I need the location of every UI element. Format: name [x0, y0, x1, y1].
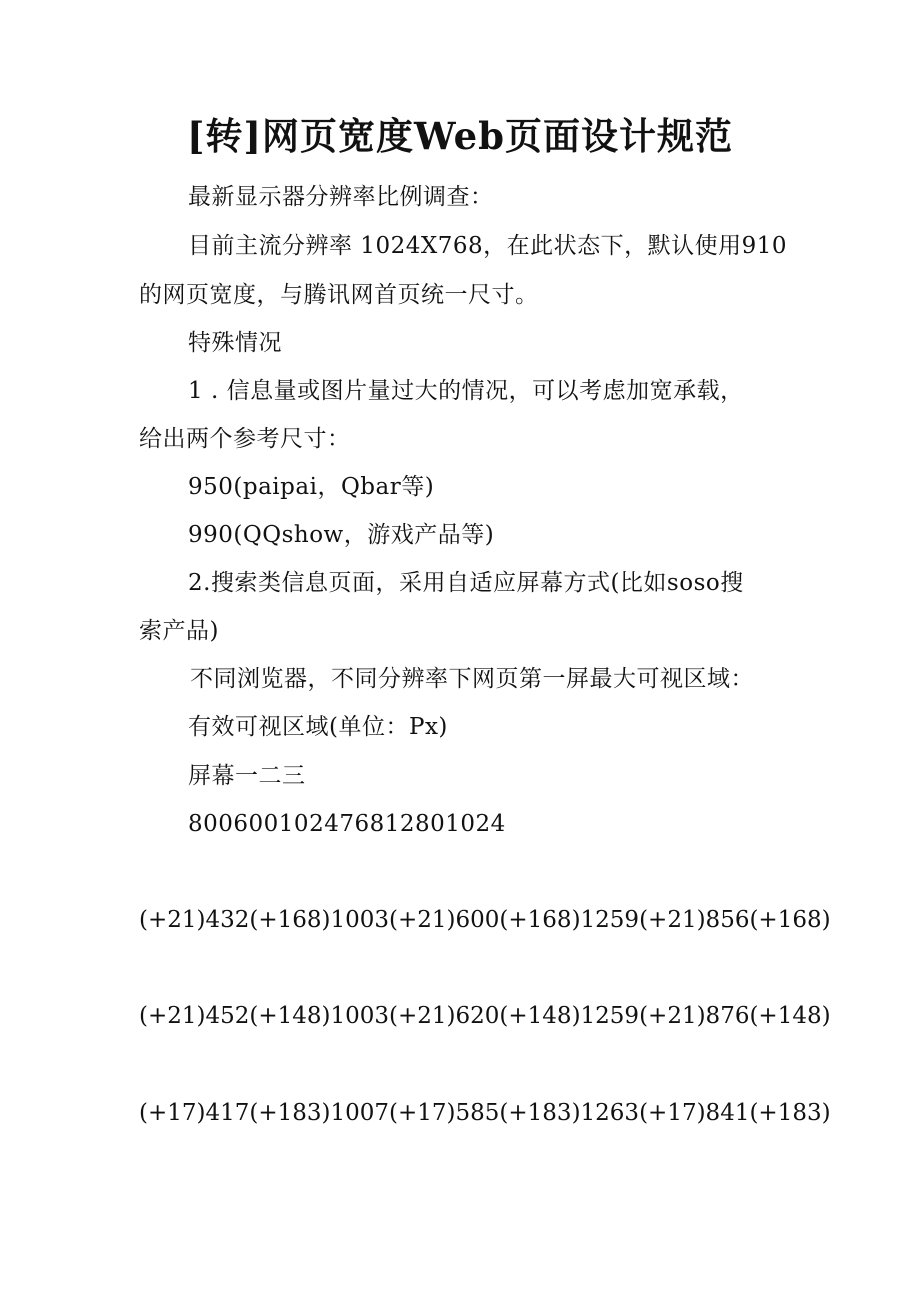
screen-header-row: 屏幕一二三 — [188, 763, 306, 789]
size-option-950: 950(paipai，Qbar等) — [188, 474, 435, 500]
resolution-values-row: 800600102476812801024 — [188, 811, 506, 837]
paragraph-case2-line2: 索产品) — [139, 618, 219, 644]
resolution-survey-heading: 最新显示器分辨率比例调查： — [188, 184, 494, 210]
visible-area-unit: 有效可视区域(单位：Px) — [188, 714, 448, 740]
table-row: (+17)417(+183)1007(+17)585(+183)1263(+17)841(+183) — [139, 1100, 831, 1126]
paragraph-case1-line2: 给出两个参考尺寸： — [139, 426, 351, 452]
visible-area-heading: 不同浏览器，不同分辨率下网页第一屏最大可视区域： — [190, 666, 754, 692]
table-row: (+21)432(+168)1003(+21)600(+168)1259(+21)856(+168) — [139, 907, 831, 933]
paragraph-mainstream-line2: 的网页宽度，与腾讯网首页统一尺寸。 — [139, 282, 539, 308]
paragraph-case2-line1: 2.搜索类信息页面，采用自适应屏幕方式(比如soso搜 — [188, 570, 744, 596]
size-option-990: 990(QQshow，游戏产品等) — [188, 522, 495, 548]
paragraph-case1-line1: 1 . 信息量或图片量过大的情况，可以考虑加宽承载， — [188, 378, 744, 404]
table-row: (+21)452(+148)1003(+21)620(+148)1259(+21)876(+148) — [139, 1003, 831, 1029]
paragraph-mainstream-line1: 目前主流分辨率 1024X768，在此状态下，默认使用910 — [188, 233, 788, 259]
page-title: [转]网页宽度Web页面设计规范 — [187, 114, 733, 158]
special-cases-heading: 特殊情况 — [188, 330, 282, 356]
